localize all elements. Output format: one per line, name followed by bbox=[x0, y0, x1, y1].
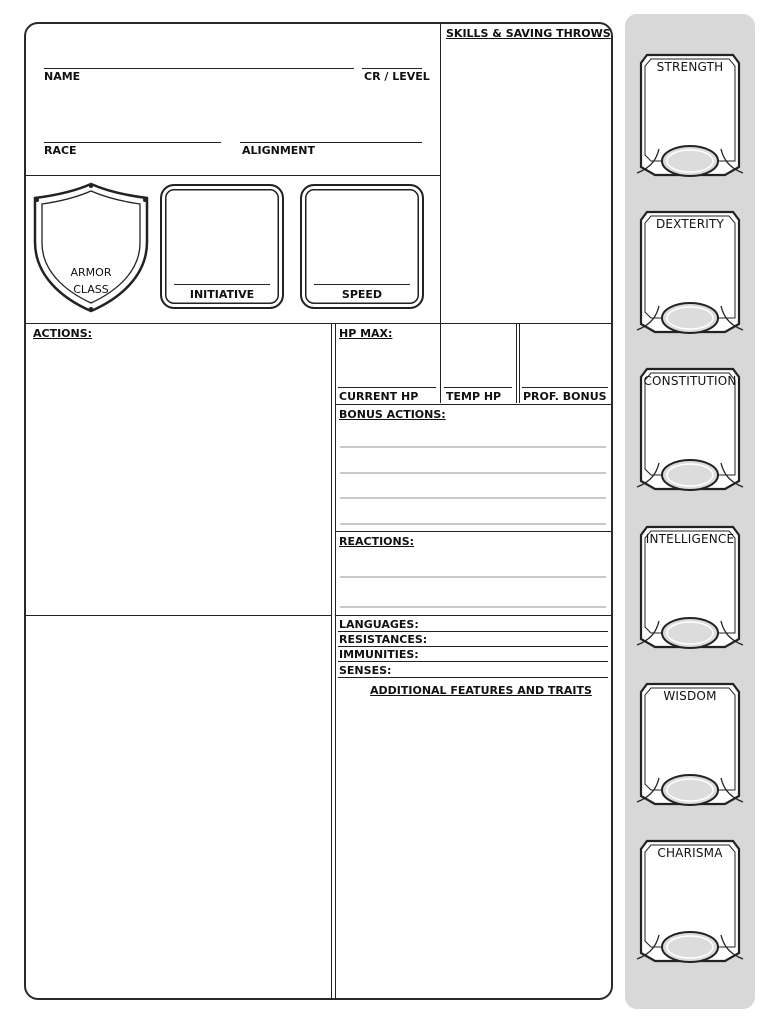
ability-scores-panel bbox=[625, 14, 755, 1009]
senses-label: SENSES: bbox=[339, 664, 392, 677]
bonus-actions-bottom-divider bbox=[335, 531, 612, 532]
name-field-line[interactable] bbox=[44, 68, 354, 69]
cr-level-label: CR / LEVEL bbox=[364, 70, 430, 83]
bonus-actions-line-4[interactable] bbox=[340, 523, 606, 525]
ability-name: CHARISMA bbox=[657, 846, 723, 860]
temp-hp-label: TEMP HP bbox=[446, 390, 502, 403]
prof-bonus-line[interactable] bbox=[522, 387, 608, 388]
actions-label: ACTIONS: bbox=[33, 327, 93, 340]
combat-bottom-divider bbox=[26, 323, 611, 324]
bonus-actions-line-2[interactable] bbox=[340, 472, 606, 474]
ability-dexterity[interactable] bbox=[635, 206, 745, 338]
hp-divider-2a bbox=[516, 323, 517, 403]
resistances-label: RESISTANCES: bbox=[339, 633, 428, 646]
ability-wisdom[interactable] bbox=[635, 678, 745, 810]
armor-class-label-line1: ARMOR bbox=[70, 266, 112, 279]
column-divider-b bbox=[335, 323, 336, 999]
ability-intelligence[interactable] bbox=[635, 521, 745, 653]
armor-class-label-line2: CLASS bbox=[73, 283, 109, 296]
reactions-line-2[interactable] bbox=[340, 606, 606, 608]
cr-level-field-line[interactable] bbox=[362, 68, 422, 69]
ability-name: CONSTITUTION bbox=[643, 374, 737, 388]
ability-name: WISDOM bbox=[663, 689, 717, 703]
current-hp-line[interactable] bbox=[338, 387, 436, 388]
reactions-bottom-divider bbox=[335, 615, 612, 616]
alignment-field-line[interactable] bbox=[240, 142, 422, 143]
additional-features-label: ADDITIONAL FEATURES AND TRAITS bbox=[370, 684, 592, 697]
bonus-actions-line-3[interactable] bbox=[340, 497, 606, 499]
resistances-line[interactable] bbox=[338, 646, 608, 647]
hp-max-label: HP MAX: bbox=[339, 327, 393, 340]
ability-name: INTELLIGENCE bbox=[645, 532, 735, 546]
race-label: RACE bbox=[44, 144, 77, 157]
column-divider-a bbox=[331, 323, 332, 999]
ability-name: DEXTERITY bbox=[655, 217, 725, 231]
immunities-label: IMMUNITIES: bbox=[339, 648, 419, 661]
additional-features-area[interactable] bbox=[340, 702, 606, 994]
languages-label: LANGUAGES: bbox=[339, 618, 419, 631]
initiative-box[interactable] bbox=[160, 184, 284, 309]
languages-line[interactable] bbox=[338, 631, 608, 632]
notes-area[interactable] bbox=[30, 620, 326, 996]
hp-bottom-divider bbox=[335, 404, 612, 405]
senses-line[interactable] bbox=[338, 677, 608, 678]
ability-charisma[interactable] bbox=[635, 835, 745, 967]
reactions-label: REACTIONS: bbox=[339, 535, 415, 548]
skills-divider bbox=[440, 24, 441, 324]
immunities-line[interactable] bbox=[338, 661, 608, 662]
initiative-label: INITIATIVE bbox=[189, 288, 255, 301]
hp-divider-1 bbox=[440, 323, 441, 403]
skills-saving-throws-label: SKILLS & SAVING THROWS bbox=[446, 27, 611, 40]
speed-label: SPEED bbox=[341, 288, 383, 301]
actions-area[interactable] bbox=[30, 344, 326, 610]
race-field-line[interactable] bbox=[44, 142, 221, 143]
hp-divider-2b bbox=[519, 323, 520, 403]
bonus-actions-label: BONUS ACTIONS: bbox=[339, 408, 446, 421]
name-label: NAME bbox=[44, 70, 81, 83]
temp-hp-line[interactable] bbox=[444, 387, 512, 388]
ability-constitution[interactable] bbox=[635, 363, 745, 495]
ability-name: STRENGTH bbox=[656, 60, 724, 74]
prof-bonus-label: PROF. BONUS bbox=[523, 390, 607, 403]
actions-bottom-divider bbox=[26, 615, 332, 616]
ability-strength[interactable] bbox=[635, 49, 745, 181]
speed-box[interactable] bbox=[300, 184, 424, 309]
reactions-line-1[interactable] bbox=[340, 576, 606, 578]
alignment-label: ALIGNMENT bbox=[242, 144, 316, 157]
current-hp-label: CURRENT HP bbox=[339, 390, 419, 403]
header-bottom-divider bbox=[26, 175, 440, 176]
bonus-actions-line-1[interactable] bbox=[340, 446, 606, 448]
